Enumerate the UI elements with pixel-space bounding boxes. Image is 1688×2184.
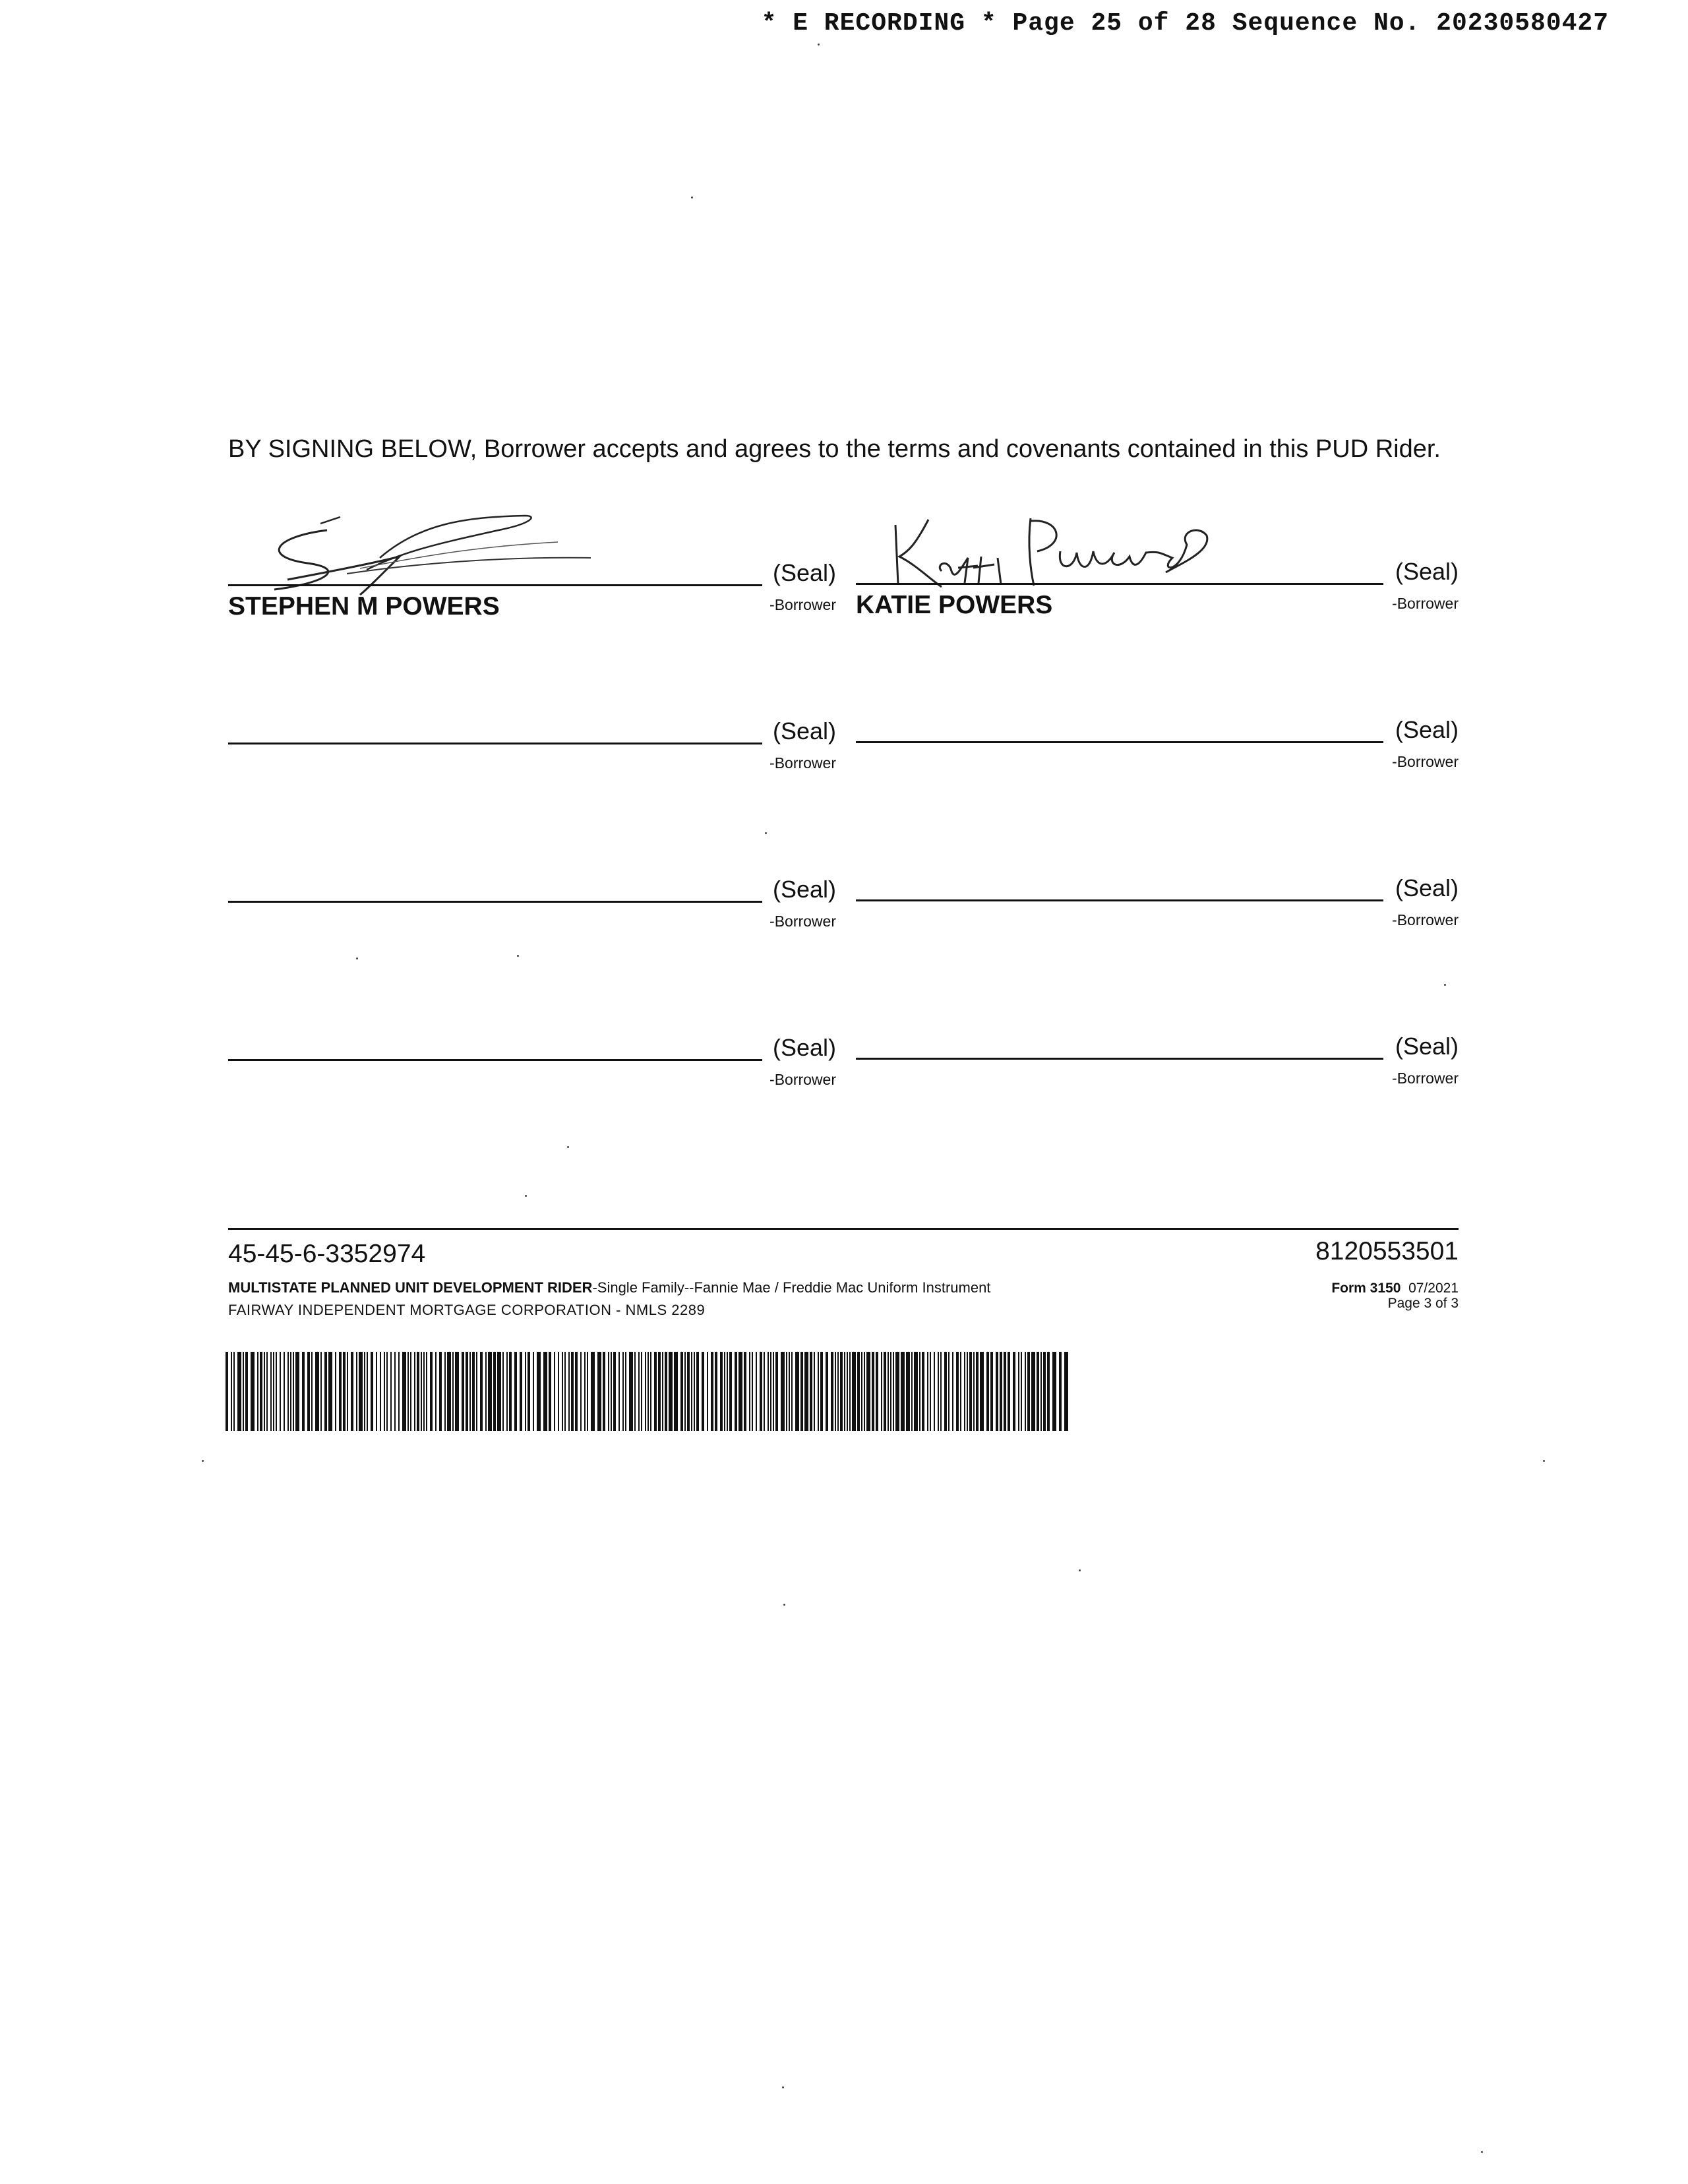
barcode-bar (901, 1352, 905, 1431)
barcode-bar (287, 1352, 289, 1431)
barcode-bar (1043, 1352, 1046, 1431)
barcode-bar (629, 1352, 633, 1431)
barcode-bar (849, 1352, 851, 1431)
signature-line (856, 741, 1383, 743)
barcode-bar (284, 1352, 285, 1431)
lender-name: FAIRWAY INDEPENDENT MORTGAGE CORPORATION - NMLS 2289 (228, 1302, 706, 1318)
barcode-bar (525, 1352, 526, 1431)
barcode-bar (919, 1352, 920, 1431)
barcode-bar (789, 1352, 790, 1431)
barcode-bar (944, 1352, 947, 1431)
form-number: Form 3150 (1331, 1281, 1401, 1296)
barcode-bar (260, 1352, 262, 1431)
barcode-bar (417, 1352, 419, 1431)
barcode-bar (720, 1352, 723, 1431)
seal-label: (Seal) (772, 876, 836, 903)
form-title-rest: -Single Family--Fannie Mae / Freddie Mac Uniform Instrument (592, 1279, 991, 1296)
form-date: 07/2021 (1408, 1281, 1459, 1296)
barcode-bar (390, 1352, 392, 1431)
seal-label: (Seal) (772, 559, 836, 586)
barcode-bar (795, 1352, 799, 1431)
scan-speck (1444, 984, 1446, 986)
barcode-bar (791, 1352, 793, 1431)
barcode-bar (969, 1352, 972, 1431)
signature-block-borrower-8 (856, 1033, 1459, 1117)
barcode-bar (311, 1352, 313, 1431)
barcode-bar (608, 1352, 609, 1431)
barcode-bar (645, 1352, 646, 1431)
barcode-bar (638, 1352, 640, 1431)
barcode-bar (435, 1352, 437, 1431)
barcode-bar (756, 1352, 757, 1431)
scan-speck (356, 957, 358, 959)
barcode-bar (603, 1352, 605, 1431)
barcode-bar (938, 1352, 939, 1431)
barcode-bar (727, 1352, 728, 1431)
barcode-bar (502, 1352, 504, 1431)
barcode-bar (658, 1352, 661, 1431)
barcode-bar (694, 1352, 695, 1431)
barcode-bar (339, 1352, 342, 1431)
barcode-bar (618, 1352, 620, 1431)
barcode-bar (568, 1352, 570, 1431)
barcode-bar (934, 1352, 935, 1431)
barcode-bar (533, 1352, 534, 1431)
barcode-bar (506, 1352, 508, 1431)
barcode-bar (888, 1352, 889, 1431)
scan-speck (517, 955, 519, 957)
barcode-bar (328, 1352, 332, 1431)
barcode-bar (430, 1352, 433, 1431)
barcode-bar (625, 1352, 626, 1431)
barcode-bar (881, 1352, 882, 1431)
scan-speck (765, 832, 767, 834)
barcode-bar (452, 1352, 454, 1431)
barcode-bar (371, 1352, 373, 1431)
form-title-bold: MULTISTATE PLANNED UNIT DEVELOPMENT RIDER (228, 1279, 593, 1296)
role-label: -Borrower (1392, 595, 1459, 612)
barcode-bar (237, 1352, 241, 1431)
barcode-bar (257, 1352, 258, 1431)
signature-block-borrower-2 (856, 558, 1459, 642)
seal-label: (Seal) (1395, 558, 1459, 585)
barcode-bar (1064, 1352, 1068, 1431)
barcode-bar (537, 1352, 541, 1431)
barcode-bar (814, 1352, 815, 1431)
barcode-bar (893, 1352, 894, 1431)
barcode-bar (680, 1352, 683, 1431)
barcode-bar (351, 1352, 353, 1431)
barcode-bar (831, 1352, 833, 1431)
barcode-bar (960, 1352, 961, 1431)
barcode-bar (554, 1352, 555, 1431)
barcode-bar (702, 1352, 704, 1431)
barcode-bar (662, 1352, 663, 1431)
barcode-bar (1018, 1352, 1019, 1431)
seal-label: (Seal) (772, 717, 836, 744)
barcode-bar (447, 1352, 451, 1431)
barcode (226, 1352, 1070, 1431)
scan-speck (691, 197, 693, 198)
barcode-bar (485, 1352, 487, 1431)
barcode-bar (973, 1352, 975, 1431)
barcode-bar (245, 1352, 248, 1431)
barcode-bar (948, 1352, 950, 1431)
barcode-bar (462, 1352, 464, 1431)
barcode-bar (1037, 1352, 1039, 1431)
role-label: -Borrower (769, 754, 836, 772)
barcode-bar (749, 1352, 750, 1431)
barcode-bar (466, 1352, 468, 1431)
barcode-bar (343, 1352, 346, 1431)
barcode-bar (472, 1352, 475, 1431)
scan-speck (525, 1195, 527, 1197)
barcode-bar (423, 1352, 425, 1431)
barcode-bar (497, 1352, 501, 1431)
barcode-bar (735, 1352, 737, 1431)
barcode-bar (359, 1352, 363, 1431)
barcode-bar (857, 1352, 860, 1431)
barcode-bar (455, 1352, 459, 1431)
barcode-bar (724, 1352, 725, 1431)
handwritten-signature-stephen (248, 510, 617, 603)
reference-number: 8120553501 (1315, 1237, 1459, 1265)
barcode-bar (226, 1352, 228, 1431)
barcode-bar (266, 1352, 268, 1431)
barcode-bar (764, 1352, 765, 1431)
seal-label: (Seal) (1395, 716, 1459, 743)
signature-line (228, 743, 762, 744)
barcode-bar (927, 1352, 928, 1431)
barcode-bar (270, 1352, 272, 1431)
barcode-bar (543, 1352, 547, 1431)
barcode-bar (587, 1352, 588, 1431)
barcode-bar (922, 1352, 924, 1431)
form-title (228, 1279, 990, 1296)
role-label: -Borrower (1392, 753, 1459, 770)
seal-label: (Seal) (1395, 874, 1459, 901)
barcode-bar (820, 1352, 823, 1431)
barcode-bar (520, 1352, 522, 1431)
barcode-bar (840, 1352, 843, 1431)
barcode-bar (648, 1352, 649, 1431)
barcode-bar (584, 1352, 586, 1431)
barcode-bar (1059, 1352, 1062, 1431)
barcode-bar (876, 1352, 878, 1431)
barcode-bar (444, 1352, 446, 1431)
barcode-bar (696, 1352, 699, 1431)
barcode-bar (810, 1352, 812, 1431)
barcode-bar (773, 1352, 774, 1431)
scan-speck (1481, 2151, 1483, 2153)
role-label: -Borrower (769, 596, 836, 613)
barcode-bar (580, 1352, 582, 1431)
barcode-bar (650, 1352, 651, 1431)
barcode-bar (402, 1352, 406, 1431)
barcode-bar (956, 1352, 959, 1431)
barcode-bar (847, 1352, 848, 1431)
barcode-bar (1047, 1352, 1050, 1431)
role-label: -Borrower (769, 913, 836, 930)
barcode-bar (562, 1352, 563, 1431)
barcode-bar (394, 1352, 396, 1431)
barcode-bar (738, 1352, 742, 1431)
barcode-bar (760, 1352, 762, 1431)
barcode-bar (273, 1352, 274, 1431)
scan-speck (818, 44, 820, 46)
barcode-bar (380, 1352, 381, 1431)
barcode-bar (1040, 1352, 1042, 1431)
barcode-bar (302, 1352, 305, 1431)
barcode-bar (674, 1352, 678, 1431)
barcode-bar (509, 1352, 512, 1431)
barcode-bar (307, 1352, 310, 1431)
barcode-bar (276, 1352, 277, 1431)
barcode-bar (884, 1352, 886, 1431)
barcode-bar (591, 1352, 595, 1431)
scan-speck (1079, 1569, 1081, 1571)
scan-speck (783, 1604, 785, 1606)
barcode-bar (528, 1352, 530, 1431)
barcode-bar (407, 1352, 409, 1431)
loan-number: 45-45-6-3352974 (228, 1240, 426, 1268)
signature-block-borrower-6 (856, 874, 1459, 959)
barcode-bar (347, 1352, 348, 1431)
barcode-bar (852, 1352, 856, 1431)
barcode-bar (835, 1352, 836, 1431)
signature-line (856, 583, 1383, 585)
recording-header: * E RECORDING * Page 25 of 28 Sequence No. 20230580427 (761, 9, 1609, 38)
signature-line (228, 1059, 762, 1061)
role-label: -Borrower (1392, 1070, 1459, 1087)
barcode-bar (243, 1352, 244, 1431)
barcode-bar (800, 1352, 803, 1431)
page-indicator: Page 3 of 3 (1387, 1296, 1459, 1311)
barcode-bar (930, 1352, 931, 1431)
barcode-bar (665, 1352, 667, 1431)
barcode-bar (439, 1352, 442, 1431)
barcode-bar (231, 1352, 232, 1431)
barcode-bar (967, 1352, 968, 1431)
barcode-bar (864, 1352, 865, 1431)
barcode-bar (1000, 1352, 1002, 1431)
barcode-bar (906, 1352, 910, 1431)
barcode-bar (866, 1352, 870, 1431)
scan-speck (567, 1146, 569, 1148)
scan-speck (1543, 1460, 1545, 1462)
barcode-bar (421, 1352, 422, 1431)
barcode-bar (976, 1352, 979, 1431)
barcode-bar (414, 1352, 415, 1431)
barcode-bar (1027, 1352, 1030, 1431)
barcode-bar (669, 1352, 673, 1431)
barcode-bar (744, 1352, 746, 1431)
barcode-bar (1031, 1352, 1035, 1431)
barcode-bar (315, 1352, 319, 1431)
barcode-bar (952, 1352, 953, 1431)
barcode-bar (861, 1352, 862, 1431)
barcode-bar (493, 1352, 496, 1431)
signer-name: STEPHEN M POWERS (228, 592, 500, 621)
seal-label: (Seal) (1395, 1033, 1459, 1060)
form-identifier (1331, 1281, 1459, 1311)
barcode-bar (233, 1352, 235, 1431)
barcode-bar (251, 1352, 255, 1431)
barcode-bar (752, 1352, 753, 1431)
role-label: -Borrower (769, 1071, 836, 1088)
barcode-bar (804, 1352, 808, 1431)
barcode-bar (335, 1352, 336, 1431)
barcode-bar (386, 1352, 388, 1431)
barcode-bar (480, 1352, 483, 1431)
signer-name: KATIE POWERS (856, 591, 1053, 619)
barcode-bar (826, 1352, 828, 1431)
barcode-bar (364, 1352, 365, 1431)
barcode-bar (654, 1352, 657, 1431)
barcode-bar (264, 1352, 265, 1431)
barcode-bar (356, 1352, 357, 1431)
barcode-bar (818, 1352, 819, 1431)
barcode-bar (980, 1352, 984, 1431)
barcode-bar (729, 1352, 732, 1431)
barcode-bar (837, 1352, 839, 1431)
barcode-bar (1008, 1352, 1010, 1431)
scan-speck (202, 1460, 204, 1462)
barcode-bar (1021, 1352, 1022, 1431)
barcode-bar (964, 1352, 965, 1431)
barcode-bar (996, 1352, 998, 1431)
barcode-bar (622, 1352, 624, 1431)
barcode-bar (295, 1352, 299, 1431)
barcode-bar (691, 1352, 692, 1431)
barcode-bar (768, 1352, 769, 1431)
role-label: -Borrower (1392, 911, 1459, 928)
barcode-bar (376, 1352, 377, 1431)
barcode-bar (687, 1352, 690, 1431)
barcode-bar (1004, 1352, 1006, 1431)
barcode-bar (1052, 1352, 1056, 1431)
barcode-bar (597, 1352, 601, 1431)
signature-line (228, 584, 762, 586)
signature-block-borrower-1 (228, 559, 836, 644)
barcode-bar (469, 1352, 471, 1431)
barcode-bar (634, 1352, 636, 1431)
barcode-bar (384, 1352, 385, 1431)
signature-block-borrower-5 (228, 876, 836, 960)
barcode-bar (911, 1352, 913, 1431)
barcode-bar (770, 1352, 771, 1431)
signature-block-borrower-4 (856, 716, 1459, 801)
barcode-bar (514, 1352, 517, 1431)
barcode-bar (476, 1352, 477, 1431)
barcode-bar (711, 1352, 713, 1431)
barcode-bar (293, 1352, 294, 1431)
barcode-bar (613, 1352, 616, 1431)
barcode-bar (611, 1352, 612, 1431)
barcode-bar (990, 1352, 993, 1431)
barcode-bar (895, 1352, 899, 1431)
barcode-bar (571, 1352, 574, 1431)
signing-statement: BY SIGNING BELOW, Borrower accepts and agrees to the terms and covenants contained in this PUD Rider. (228, 435, 1441, 463)
barcode-bar (872, 1352, 874, 1431)
barcode-bar (488, 1352, 492, 1431)
scan-speck (782, 2086, 784, 2088)
barcode-bar (940, 1352, 942, 1431)
barcode-bar (320, 1352, 322, 1431)
signature-block-borrower-7 (228, 1034, 836, 1118)
barcode-bar (715, 1352, 717, 1431)
barcode-bar (549, 1352, 551, 1431)
barcode-bar (641, 1352, 642, 1431)
barcode-bar (781, 1352, 785, 1431)
barcode-bar (367, 1352, 368, 1431)
barcode-bar (775, 1352, 778, 1431)
barcode-bar (914, 1352, 918, 1431)
barcode-bar (558, 1352, 559, 1431)
barcode-bar (1013, 1352, 1015, 1431)
barcode-bar (786, 1352, 787, 1431)
barcode-bar (290, 1352, 291, 1431)
barcode-bar (890, 1352, 891, 1431)
signature-line (228, 901, 762, 903)
signature-block-borrower-3 (228, 717, 836, 802)
barcode-bar (410, 1352, 411, 1431)
barcode-bar (575, 1352, 578, 1431)
barcode-bar (280, 1352, 281, 1431)
barcode-bar (324, 1352, 327, 1431)
barcode-bar (684, 1352, 686, 1431)
barcode-bar (1025, 1352, 1026, 1431)
barcode-bar (426, 1352, 427, 1431)
barcode-bar (707, 1352, 708, 1431)
footer-divider (228, 1228, 1459, 1230)
signature-line (856, 1058, 1383, 1060)
signature-line (856, 899, 1383, 901)
seal-label: (Seal) (772, 1034, 836, 1061)
barcode-bar (398, 1352, 400, 1431)
barcode-bar (564, 1352, 566, 1431)
barcode-bar (844, 1352, 845, 1431)
barcode-bar (986, 1352, 989, 1431)
